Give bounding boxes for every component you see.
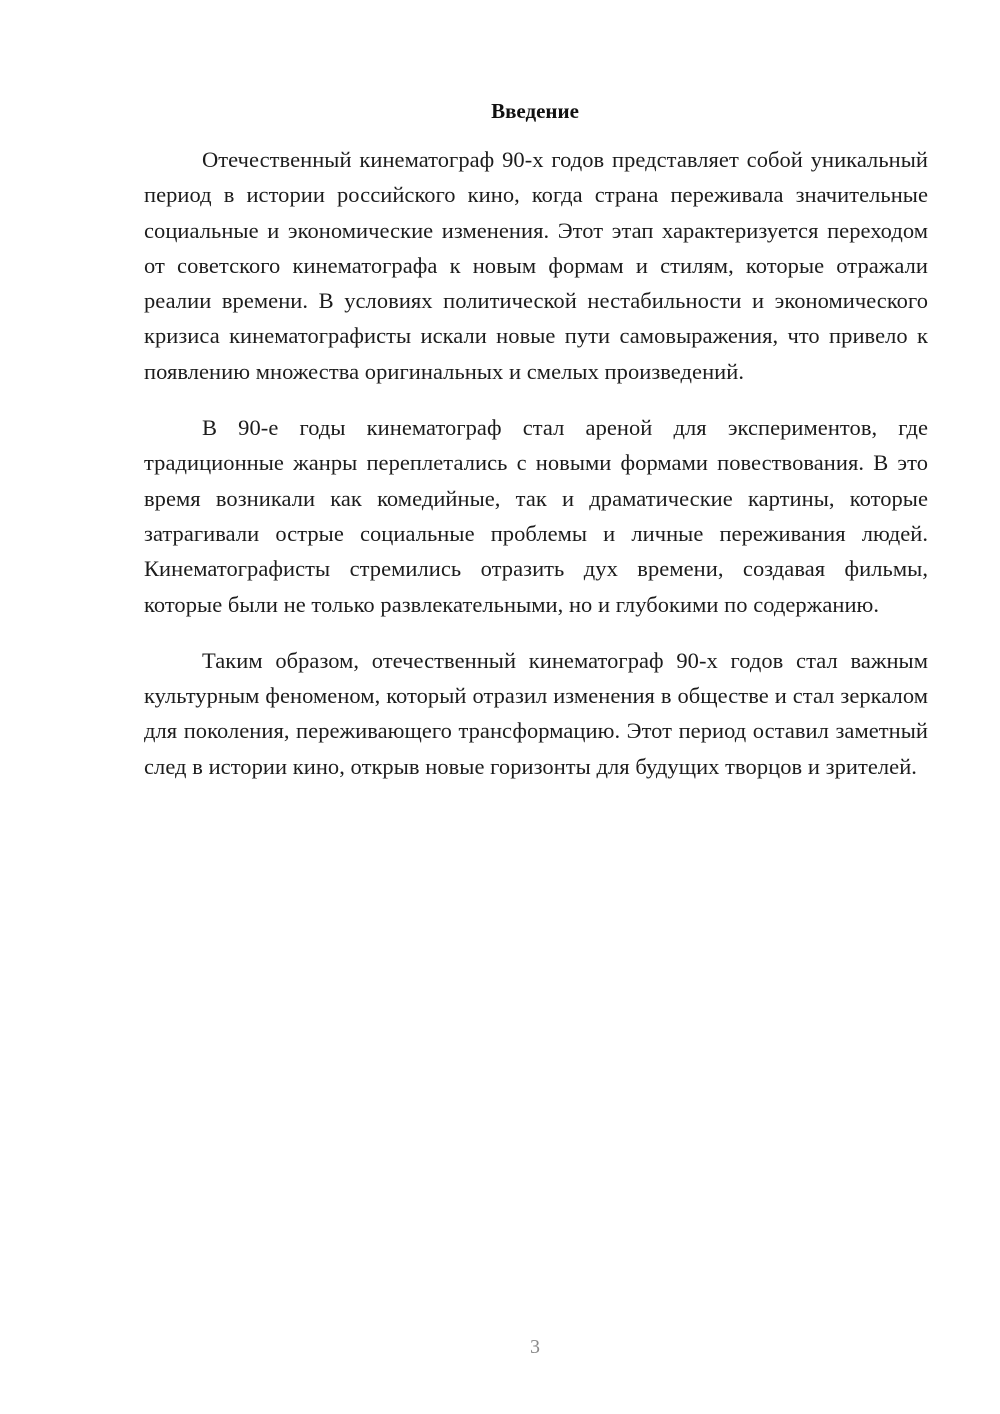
paragraph-2: В 90-е годы кинематограф стал ареной для экспериментов, где традиционные жанры переплетались с новыми формами повествования. В это время возникали как комедийные, так и драматические картины, которые затрагивали острые социальные проблемы и личные переживания людей. Кинематографисты стремились отразить дух времени, создавая фильмы, которые были не только развлекательными, но и глубокими по содержанию. [144, 415, 928, 617]
section-heading: Введение [491, 99, 579, 123]
body-text [144, 142, 928, 784]
page-number: 3 [530, 1336, 540, 1358]
paragraph-3: Таким образом, отечественный кинематограф 90-х годов стал важным культурным феноменом, который отразил изменения в обществе и стал зеркалом для поколения, переживающего трансформацию. Этот период оставил заметный след в истории кино, открыв новые горизонты для будущих творцов и зрителей. [144, 647, 928, 779]
paragraph-1: Отечественный кинематограф 90-х годов представляет собой уникальный период в истории российского кино, когда страна переживала значительные социальные и экономические изменения. Этот этап характеризуется переходом от советского кинематографа к новым формам и стилям, которые отражали реалии времени. В условиях политической нестабильности и экономического кризиса кинематографисты искали новые пути самовыражения, что привело к появлению множества оригинальных и смелых произведений. [144, 147, 928, 384]
